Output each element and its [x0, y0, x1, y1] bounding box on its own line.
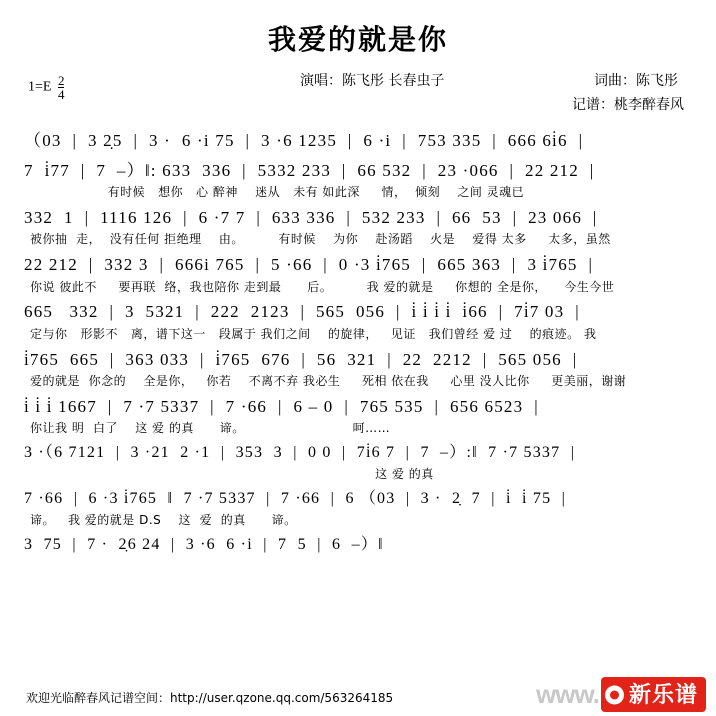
notation-line: 332 1 | 1116 126 | 6 ·7 7 | 633 336 | 532 233 | 66 53 | 23 066 |	[24, 207, 598, 227]
key-signature	[28, 74, 64, 101]
music-system	[0, 394, 716, 437]
music-system	[0, 487, 716, 529]
music-system	[0, 441, 716, 483]
performer-credit: 演唱：陈飞彤 长春虫子	[300, 73, 445, 89]
lyric-line: 谛。 我 爱的就是 D.S 这 爱 的真 谛。	[30, 513, 297, 528]
notation-line: 22 212 | 332 3 | 666i 765 | 5 ·66 | 0 ·3 i̇765 | 665 363 | 3 i̇765 |	[24, 255, 594, 275]
time-signature-numerator: 2	[57, 73, 65, 88]
lyric-line: 爱的就是 你念的 全是你， 你若 不离不弃 我必生 死相 依在我 心里 没人比你 更美丽，谢谢	[30, 374, 627, 389]
key-label: 1=	[28, 79, 43, 95]
credits-block	[0, 64, 716, 124]
time-signature	[58, 74, 65, 101]
notation-line: （03 | 3 2̣5 | 3 · 6 ·i 75 | 3 ·6 1235 | 6 ·i | 753 335 | 666 6i̇6 |	[24, 131, 584, 150]
watermark-url: www.	[536, 679, 599, 709]
notation-line: 665 332 | 3 5321 | 222 2123 | 565 056 | i̇ i̇ i̇ i̇ i̇66 | 7i̇7 03 |	[24, 302, 580, 322]
key-value: E	[42, 79, 52, 95]
footer-note: 欢迎光临醉春风记谱空间：http://user.qzone.qq.com/563264185	[26, 691, 394, 705]
page-title: 我爱的就是你	[267, 23, 448, 56]
lyric-line: 被你抽 走， 没有任何 拒绝理 由。 有时候 为你 赴汤蹈 火是 爱得 太多 太多，虽然	[30, 232, 611, 247]
watermark-logo-badge: 新乐谱	[601, 677, 706, 712]
music-system	[0, 299, 716, 342]
music-system	[0, 347, 716, 390]
site-watermark	[536, 677, 706, 712]
lyric-line: 这 爱 的真	[30, 467, 434, 482]
notation-line: 3 75 | 7 · 2̣6 24 | 3 ·6 6 ·i | 7 5 | 6 –）‖	[24, 535, 384, 553]
notation-line: 7 i̇77 | 7 –）‖: 633 336 | 5332 233 | 66 532 | 23 ·066 | 22 212 |	[24, 160, 595, 180]
notation-line: i̇765 665 | 363 033 | i̇765 676 | 56 321 | 22 2212 | 565 056 |	[24, 349, 578, 369]
lyric-line: 你说 彼此不 要再联 络，我也陪你 走到最 后。 我 爱的就是 你想的 全是你， 今生今世	[30, 279, 615, 294]
notation-line: i̇ i̇ i̇ 1667 | 7 ·7 5337 | 7 ·66 | 6 – 0 | 765 535 | 656 6523 |	[24, 396, 539, 416]
music-system	[0, 533, 716, 557]
lyric-line: 你让我 明 白了 这 爱 的真 谛。 呵……	[30, 421, 391, 436]
sheet-music-page	[0, 18, 716, 716]
transcriber-credit: 记谱：桃李醉春风	[572, 97, 684, 113]
music-system	[0, 158, 716, 201]
composer-credit: 词曲：陈飞彤	[594, 73, 678, 89]
music-system	[0, 128, 716, 154]
music-system	[0, 252, 716, 295]
music-system	[0, 205, 716, 248]
time-signature-denominator: 4	[57, 87, 65, 102]
notation-line: 3 ·（6 7121 | 3 ·21 2 ·1 | 353 3 | 0 0 | 7i̇6 7 | 7 –）:‖ 7 ·7 5337 |	[24, 444, 576, 462]
lyric-line: 有时候 想你 心 醉神 迷从 未有 如此深 情， 倾刻 之间 灵魂已	[30, 185, 525, 199]
lyric-line: 定与你 形影不 离，谱下这一 段属于 我们之间 的旋律， 见证 我们曾经 爱 过 的痕迹。 我	[30, 326, 597, 341]
notation-line: 7 ·66 | 6 ·3 i̇765 ‖ 7 ·7 5337 | 7 ·66 | 6 （03 | 3 · 2̣ 7 | i̇ i̇ 75 |	[24, 490, 567, 508]
